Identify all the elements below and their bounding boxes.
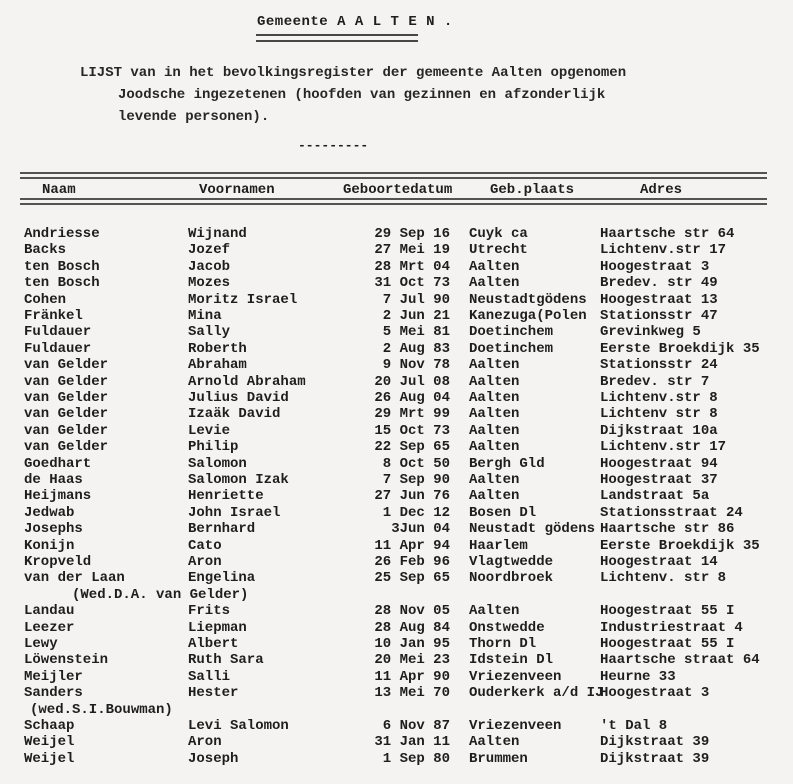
- cell-geboortedatum: 29 Mrt 99: [374, 406, 450, 422]
- cell-adres: Haartsche straat 64: [600, 652, 760, 668]
- cell-geb-plaats: Aalten: [469, 390, 520, 406]
- cell-naam: Backs: [24, 242, 67, 258]
- cell-adres: Hoogestraat 37: [600, 472, 718, 488]
- cell-voornamen: Abraham: [188, 357, 247, 373]
- cell-geboortedatum: 8 Oct 50: [382, 456, 450, 472]
- cell-adres: Bredev. str 49: [600, 275, 718, 291]
- cell-geboortedatum: 27 Mei 19: [374, 242, 450, 258]
- cell-adres: Lichtenv. str 8: [600, 570, 727, 586]
- cell-geboortedatum: 11 Apr 94: [374, 538, 450, 554]
- cell-geboortedatum: 28 Mrt 04: [374, 259, 450, 275]
- cell-geboortedatum: 1 Sep 80: [382, 751, 450, 767]
- cell-naam: Fuldauer: [24, 324, 92, 340]
- cell-geb-plaats: Neustadt gödens: [469, 521, 596, 537]
- cell-voornamen: Frits: [188, 603, 231, 619]
- table-row: [0, 570, 793, 586]
- table-row: [0, 751, 793, 767]
- header-rule-bottom: [20, 198, 767, 205]
- intro-paragraph: [80, 62, 780, 128]
- cell-adres: Haartsche str 64: [600, 226, 735, 242]
- cell-adres: Lichtenv.str 17: [600, 439, 727, 455]
- header-rule-top: [20, 172, 767, 179]
- cell-naam: Andriesse: [24, 226, 100, 242]
- cell-voornamen: Sally: [188, 324, 231, 340]
- table-row: [0, 390, 793, 406]
- cell-voornamen: Liepman: [188, 620, 247, 636]
- cell-adres: Lichtenv str 8: [600, 406, 718, 422]
- cell-geboortedatum: 25 Sep 65: [374, 570, 450, 586]
- table-row: [0, 423, 793, 439]
- cell-adres: Dijkstraat 10a: [600, 423, 718, 439]
- cell-voornamen: Izaäk David: [188, 406, 281, 422]
- cell-geboortedatum: 26 Feb 96: [374, 554, 450, 570]
- cell-voornamen: Levie: [188, 423, 231, 439]
- cell-voornamen: Philip: [188, 439, 239, 455]
- table-row: [0, 488, 793, 504]
- cell-geboortedatum: 28 Aug 84: [374, 620, 450, 636]
- cell-geboortedatum: 13 Mei 70: [374, 685, 450, 701]
- table-row: [0, 620, 793, 636]
- cell-voornamen: Roberth: [188, 341, 247, 357]
- cell-naam: van der Laan: [24, 570, 125, 586]
- cell-voornamen: John Israel: [188, 505, 281, 521]
- table-row: [0, 718, 793, 734]
- cell-geboortedatum: 2 Jun 21: [382, 308, 450, 324]
- cell-voornamen: Cato: [188, 538, 222, 554]
- cell-adres: Hoogestraat 14: [600, 554, 718, 570]
- cell-geb-plaats: Doetinchem: [469, 324, 554, 340]
- cell-adres: Hoogestraat 3: [600, 259, 710, 275]
- cell-naam: Goedhart: [24, 456, 92, 472]
- cell-geb-plaats: Utrecht: [469, 242, 528, 258]
- table-row: [0, 669, 793, 685]
- table-row: [0, 505, 793, 521]
- cell-geboortedatum: 7 Sep 90: [382, 472, 450, 488]
- cell-geb-plaats: Aalten: [469, 275, 520, 291]
- cell-adres: Stationsstr 47: [600, 308, 718, 324]
- cell-voornamen: Moritz Israel: [188, 292, 298, 308]
- table-row: [0, 652, 793, 668]
- cell-voornamen: Mina: [188, 308, 222, 324]
- cell-voornamen: Salli: [188, 669, 231, 685]
- table-row: [0, 406, 793, 422]
- table-row: [0, 734, 793, 750]
- table-row: [0, 259, 793, 275]
- cell-naam: Jedwab: [24, 505, 75, 521]
- table-row: [0, 521, 793, 537]
- cell-geb-plaats: Aalten: [469, 374, 520, 390]
- cell-geboortedatum: 29 Sep 16: [374, 226, 450, 242]
- table-row: [0, 636, 793, 652]
- cell-voornamen: Julius David: [188, 390, 289, 406]
- cell-geb-plaats: Neustadtgödens: [469, 292, 587, 308]
- cell-geb-plaats: Aalten: [469, 406, 520, 422]
- cell-naam: van Gelder: [24, 439, 109, 455]
- table-row: [0, 341, 793, 357]
- intro-line-2: Joodsche ingezetenen (hoofden van gezinnen en afzonderlijk: [118, 87, 606, 103]
- cell-voornamen: Jacob: [188, 259, 231, 275]
- table-row: [0, 456, 793, 472]
- cell-naam: Kropveld: [24, 554, 92, 570]
- cell-voornamen: Hester: [188, 685, 239, 701]
- cell-adres: Hoogestraat 55 I: [600, 636, 735, 652]
- cell-adres: Hoogestraat 55 I: [600, 603, 735, 619]
- cell-voornamen: Engelina: [188, 570, 256, 586]
- cell-adres: Eerste Broekdijk 35: [600, 538, 760, 554]
- cell-geb-plaats: Aalten: [469, 603, 520, 619]
- table-row: [0, 538, 793, 554]
- cell-geb-plaats: Aalten: [469, 472, 520, 488]
- cell-naam: van Gelder: [24, 374, 109, 390]
- cell-adres: Hoogestraat 94: [600, 456, 718, 472]
- column-header-geb-plaats: Geb.plaats: [490, 182, 575, 198]
- cell-geb-plaats: Bosen Dl: [469, 505, 537, 521]
- document-title: Gemeente A A L T E N .: [257, 14, 453, 30]
- cell-geboortedatum: 7 Jul 90: [382, 292, 450, 308]
- cell-geb-plaats: Ouderkerk a/d IJ: [469, 685, 604, 701]
- cell-geb-plaats: Aalten: [469, 259, 520, 275]
- cell-naam: ten Bosch: [24, 275, 100, 291]
- column-header-voornamen: Voornamen: [199, 182, 275, 198]
- cell-voornamen: Aron: [188, 734, 222, 750]
- table-row: [0, 357, 793, 373]
- cell-geb-plaats: Brummen: [469, 751, 528, 767]
- cell-geboortedatum: 6 Nov 87: [382, 718, 450, 734]
- cell-naam: van Gelder: [24, 423, 109, 439]
- cell-geb-plaats: Kanezuga(Polen: [469, 308, 587, 324]
- dash-separator: ---------: [298, 138, 369, 153]
- cell-naam: de Haas: [24, 472, 83, 488]
- cell-adres: Hoogestraat 3: [600, 685, 710, 701]
- cell-geb-plaats: Haarlem: [469, 538, 528, 554]
- cell-geb-plaats: Aalten: [469, 423, 520, 439]
- cell-naam: Weijel: [24, 734, 75, 750]
- cell-geb-plaats: Idstein Dl: [469, 652, 554, 668]
- cell-adres: Industriestraat 4: [600, 620, 743, 636]
- cell-naam: van Gelder: [24, 357, 109, 373]
- cell-geb-plaats: Bergh Gld: [469, 456, 545, 472]
- cell-naam: Weijel: [24, 751, 75, 767]
- intro-line-1: LIJST van in het bevolkingsregister der gemeente Aalten opgenomen: [80, 65, 627, 81]
- column-header-naam: Naam: [42, 182, 76, 198]
- table-row: [0, 439, 793, 455]
- cell-geboortedatum: 27 Jun 76: [374, 488, 450, 504]
- cell-geboortedatum: 28 Nov 05: [374, 603, 450, 619]
- table-row: [0, 242, 793, 258]
- cell-geb-plaats: Aalten: [469, 439, 520, 455]
- cell-geboortedatum: 3Jun 04: [391, 521, 450, 537]
- cell-voornamen: Albert: [188, 636, 239, 652]
- cell-voornamen: Levi Salomon: [188, 718, 289, 734]
- cell-adres: Hoogestraat 13: [600, 292, 718, 308]
- cell-adres: Heurne 33: [600, 669, 676, 685]
- cell-naam: Sanders: [24, 685, 83, 701]
- cell-voornamen: Mozes: [188, 275, 231, 291]
- cell-geboortedatum: 10 Jan 95: [374, 636, 450, 652]
- cell-geboortedatum: 5 Mei 81: [382, 324, 450, 340]
- cell-geboortedatum: 22 Sep 65: [374, 439, 450, 455]
- table-row: [0, 554, 793, 570]
- cell-geb-plaats: Doetinchem: [469, 341, 554, 357]
- cell-adres: Lichtenv.str 8: [600, 390, 718, 406]
- cell-adres: Landstraat 5a: [600, 488, 710, 504]
- cell-adres: Eerste Broekdijk 35: [600, 341, 760, 357]
- column-header-adres: Adres: [640, 182, 683, 198]
- table-row: [0, 308, 793, 324]
- table-row: [0, 472, 793, 488]
- cell-adres: Stationsstr 24: [600, 357, 718, 373]
- cell-voornamen: Joseph: [188, 751, 239, 767]
- cell-naam: Heijmans: [24, 488, 92, 504]
- cell-adres: Stationsstraat 24: [600, 505, 743, 521]
- cell-adres: Dijkstraat 39: [600, 751, 710, 767]
- cell-geb-plaats: Thorn Dl: [469, 636, 537, 652]
- cell-adres: Lichtenv.str 17: [600, 242, 727, 258]
- cell-geb-plaats: Cuyk ca: [469, 226, 528, 242]
- cell-naam: van Gelder: [24, 390, 109, 406]
- cell-geb-plaats: Vlagtwedde: [469, 554, 554, 570]
- cell-geb-plaats: Aalten: [469, 357, 520, 373]
- cell-naam: Fuldauer: [24, 341, 92, 357]
- cell-geb-plaats: Onstwedde: [469, 620, 545, 636]
- cell-geb-plaats: Aalten: [469, 734, 520, 750]
- cell-geb-plaats: Vriezenveen: [469, 718, 562, 734]
- cell-geboortedatum: 31 Oct 73: [374, 275, 450, 291]
- cell-naam: Josephs: [24, 521, 83, 537]
- row-note: (wed.S.I.Bouwman): [30, 702, 173, 718]
- cell-adres: Bredev. str 7: [600, 374, 710, 390]
- cell-geboortedatum: 1 Dec 12: [382, 505, 450, 521]
- cell-geb-plaats: Aalten: [469, 488, 520, 504]
- table-row: [0, 226, 793, 242]
- cell-adres: Dijkstraat 39: [600, 734, 710, 750]
- cell-naam: Landau: [24, 603, 75, 619]
- table-row: [0, 685, 793, 701]
- cell-geb-plaats: Vriezenveen: [469, 669, 562, 685]
- cell-naam: Meijler: [24, 669, 83, 685]
- cell-voornamen: Jozef: [188, 242, 231, 258]
- cell-geboortedatum: 26 Aug 04: [374, 390, 450, 406]
- table-row: [0, 292, 793, 308]
- cell-geboortedatum: 31 Jan 11: [374, 734, 450, 750]
- cell-geb-plaats: Noordbroek: [469, 570, 554, 586]
- cell-geboortedatum: 9 Nov 78: [382, 357, 450, 373]
- cell-voornamen: Aron: [188, 554, 222, 570]
- row-note: (Wed.D.A. van Gelder): [72, 587, 249, 603]
- cell-voornamen: Salomon Izak: [188, 472, 289, 488]
- table-row: [0, 603, 793, 619]
- cell-voornamen: Salomon: [188, 456, 247, 472]
- title-double-underline: [256, 34, 418, 42]
- cell-voornamen: Bernhard: [188, 521, 256, 537]
- cell-adres: 't Dal 8: [600, 718, 668, 734]
- cell-geboortedatum: 2 Aug 83: [382, 341, 450, 357]
- cell-naam: Leezer: [24, 620, 75, 636]
- cell-naam: Fränkel: [24, 308, 83, 324]
- cell-naam: Lewy: [24, 636, 58, 652]
- cell-geboortedatum: 15 Oct 73: [374, 423, 450, 439]
- column-header-geboortedatum: Geboortedatum: [343, 182, 453, 198]
- cell-geboortedatum: 20 Mei 23: [374, 652, 450, 668]
- cell-naam: Cohen: [24, 292, 67, 308]
- cell-geboortedatum: 20 Jul 08: [374, 374, 450, 390]
- table-row: [0, 324, 793, 340]
- cell-voornamen: Ruth Sara: [188, 652, 264, 668]
- cell-adres: Haartsche str 86: [600, 521, 735, 537]
- cell-voornamen: Henriette: [188, 488, 264, 504]
- table-row: [0, 275, 793, 291]
- intro-line-3: levende personen).: [118, 109, 270, 125]
- cell-naam: ten Bosch: [24, 259, 100, 275]
- cell-naam: Konijn: [24, 538, 75, 554]
- cell-naam: van Gelder: [24, 406, 109, 422]
- cell-naam: Löwenstein: [24, 652, 109, 668]
- cell-voornamen: Wijnand: [188, 226, 247, 242]
- cell-geboortedatum: 11 Apr 90: [374, 669, 450, 685]
- table-row: [0, 374, 793, 390]
- cell-naam: Schaap: [24, 718, 75, 734]
- cell-adres: Grevinkweg 5: [600, 324, 701, 340]
- cell-voornamen: Arnold Abraham: [188, 374, 306, 390]
